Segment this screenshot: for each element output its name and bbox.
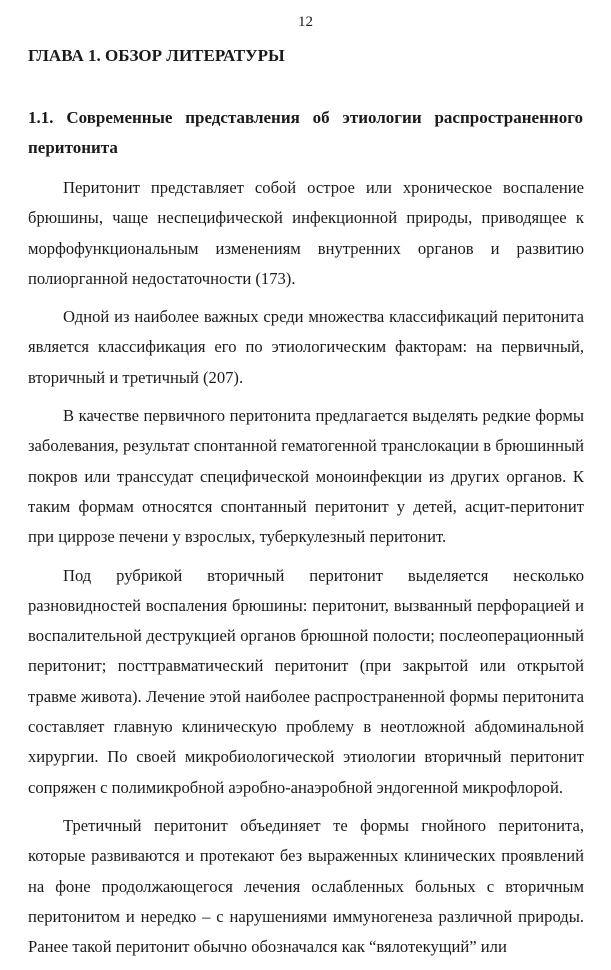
paragraph: Третичный перитонит объединяет те формы гнойного перитонита, которые развиваются и протекают без выраженных клинических проявлений на фоне продолжающегося лечения ослабленных больных с вторичным перитонитом и нередко – с нарушениями иммуногенеза различной природы. Ранее такой перитонит обычно обозначался как “вялотекущий” или: [28, 815, 584, 957]
chapter-title: ГЛАВА 1. ОБЗОР ЛИТЕРАТУРЫ: [28, 46, 285, 65]
paragraph: Одной из наиболее важных среди множества классификаций перитонита является классификация его по этиологическим факторам: на первичный, вторичный и третичный (207).: [28, 307, 584, 387]
paragraph: В качестве первичного перитонита предлагается выделять редкие формы заболевания, результат спонтанной гематогенной транслокации в брюшинный покров или транссудат специфической моноинфекции из других органов. К таким формам относятся спонтанный перитонит у детей, асцит-перитонит при циррозе печени у взрослых, туберкулезный перитонит.: [28, 406, 584, 547]
section-title: 1.1. Современные представления об этиологии распространенного перитонита: [28, 108, 583, 157]
paragraph: Под рубрикой вторичный перитонит выделяется несколько разновидностей воспаления брюшины: перитонит, вызванный перфорацией и воспалительной деструкцией органов брюшной полости; послеоперационный перитонит; посттравматический перитонит (при закрытой или открытой травме живота). Лечение этой наиболее распространенной формы перитонита составляет главную клиническую проблему в неотложной абдоминальной хирургии. По своей микробиологической этиологии вторичный перитонит сопряжен с полимикробной аэробно-анаэробной эндогенной микрофлорой.: [28, 565, 584, 797]
page-number: 12: [298, 14, 313, 30]
body-text: [28, 173, 584, 970]
paragraph: Перитонит представляет собой острое или хроническое воспаление брюшины, чаще неспецифической инфекционной природы, приводящее к морфофункциональным изменениям внутренних органов и развитию полиорганной недостаточности (173).: [28, 178, 584, 288]
